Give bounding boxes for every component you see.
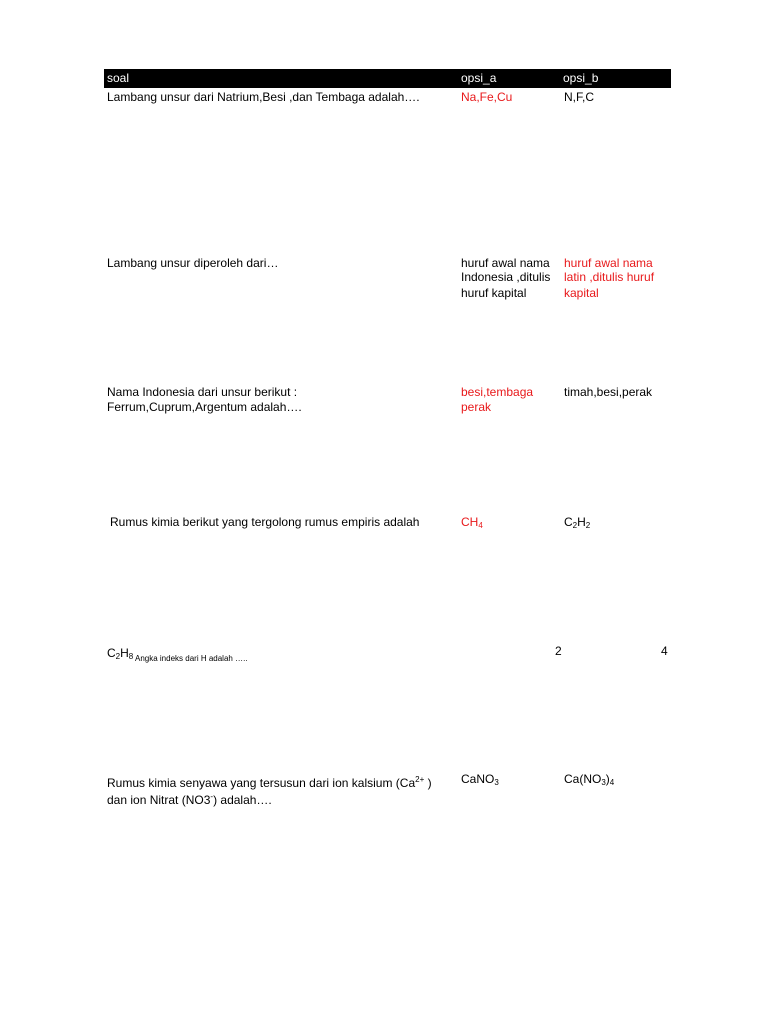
option-b-line: kapital (564, 286, 599, 300)
option-a: $CH_4$ (461, 515, 483, 530)
question-line: Ferrum,Cuprum,Argentum adalah…. (107, 400, 302, 414)
option-b: timah,besi,perak (564, 385, 653, 399)
header-soal: soal (107, 71, 130, 85)
option-a-line: perak (461, 400, 492, 414)
option-a-line: huruf awal nama (461, 256, 550, 270)
option-a-line: Indonesia ,ditulis (461, 270, 551, 284)
question-text: Lambang unsur dari Natrium,Besi ,dan Tembaga adalah…. (107, 90, 420, 104)
question-text: Lambang unsur diperoleh dari… (107, 256, 279, 270)
option-b: 4 (661, 644, 668, 658)
option-b-line: huruf awal nama (564, 256, 653, 270)
question-line: Nama Indonesia dari unsur berikut : (107, 385, 298, 399)
option-b-line: latin ,ditulis huruf (564, 270, 655, 284)
option-a: Na,Fe,Cu (461, 90, 513, 104)
option-b: N,F,C (564, 90, 594, 104)
question-line: Rumus kimia senyawa yang tersusun dari ion kalsium ($Ca^{2+}$ ) (107, 775, 432, 790)
header-opsi-b: opsi_b (563, 71, 599, 85)
question-text: Angka indeks dari H adalah ….. (135, 654, 248, 663)
option-a-line: huruf kapital (461, 286, 527, 300)
table-header (104, 69, 671, 88)
header-opsi-a: opsi_a (461, 71, 497, 85)
question-text: Rumus kimia berikut yang tergolong rumus empiris adalah (110, 515, 420, 529)
option-b: $Ca(NO_3)_4$ (564, 772, 615, 787)
option-a: 2 (555, 644, 562, 658)
option-b: $C_2H_2$ (564, 515, 591, 530)
question-formula: $C_2H_8$ (107, 646, 134, 661)
option-a-line: besi,tembaga (461, 385, 534, 399)
option-a: CaNO$_3$ (461, 772, 499, 787)
question-line: dan ion Nitrat (NO3-) adalah…. (107, 792, 272, 807)
